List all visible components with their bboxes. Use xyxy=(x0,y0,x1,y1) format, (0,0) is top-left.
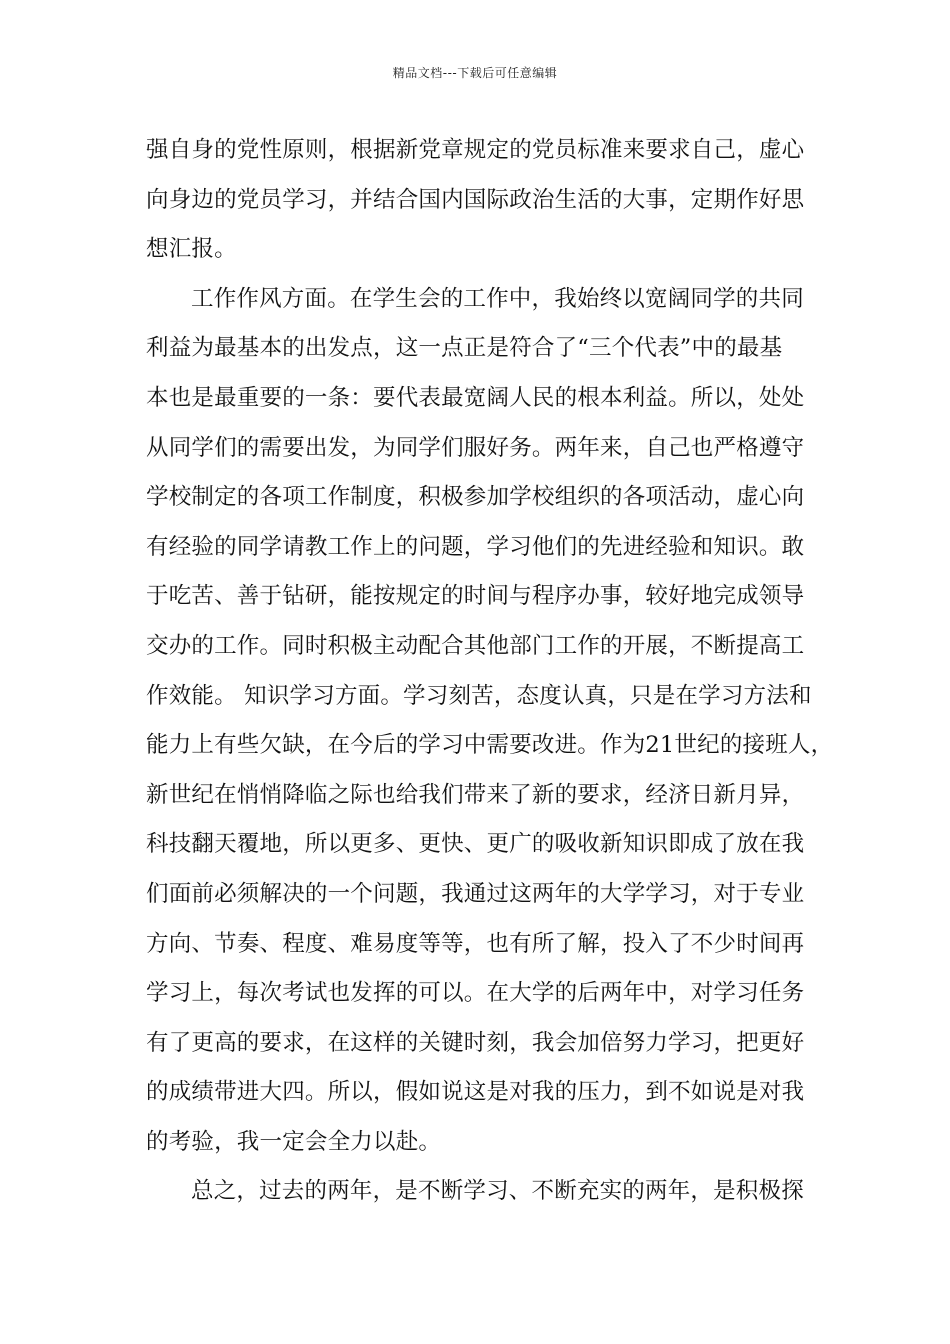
paragraph-start-line: 总之，过去的两年，是不断学习、不断充实的两年，是积极探 xyxy=(191,1178,804,1205)
text-line: 想汇报。 xyxy=(146,236,237,263)
text-line: 利益为最基本的出发点，这一点正是符合了“三个代表”中的最基 xyxy=(146,335,783,362)
page-header: 精品文档---下载后可任意编辑 xyxy=(392,66,558,80)
text-line: 们面前必须解决的一个问题，我通过这两年的大学学习，对于专业 xyxy=(146,880,805,907)
text-line: 科技翻天覆地，所以更多、更快、更广的吸收新知识即成了放在我 xyxy=(146,831,805,858)
document-body xyxy=(146,126,834,1217)
paragraph-start-line: 工作作风方面。在学生会的工作中，我始终以宽阔同学的共同 xyxy=(191,285,804,312)
text-line: 于吃苦、善于钻研，能按规定的时间与程序办事，较好地完成领导 xyxy=(146,583,805,610)
text-line: 有了更高的要求，在这样的关键时刻，我会加倍努力学习，把更好 xyxy=(146,1029,805,1056)
text-line: 强自身的党性原则，根据新党章规定的党员标准来要求自己，虚心 xyxy=(146,137,805,163)
text-line: 向身边的党员学习，并结合国内国际政治生活的大事，定期作好思 xyxy=(146,186,805,213)
text-line: 从同学们的需要出发，为同学们服好务。两年来，自己也严格遵守 xyxy=(146,434,805,461)
text-line: 本也是最重要的一条：要代表最宽阔人民的根本利益。所以，处处 xyxy=(146,384,805,411)
text-line: 作效能。 知识学习方面。学习刻苦，态度认真，只是在学习方法和 xyxy=(146,682,812,709)
text-line: 方向、节奏、程度、难易度等等，也有所了解，投入了不少时间再 xyxy=(146,930,805,957)
text-line: 新世纪在悄悄降临之际也给我们带来了新的要求，经济日新月异， xyxy=(146,781,805,808)
text-line: 学习上，每次考试也发挥的可以。在大学的后两年中，对学习任务 xyxy=(146,980,805,1007)
text-line: 的成绩带进大四。所以，假如说这是对我的压力，到不如说是对我 xyxy=(146,1079,805,1106)
text-line: 学校制定的各项工作制度，积极参加学校组织的各项活动，虚心向 xyxy=(146,484,805,511)
text-line: 有经验的同学请教工作上的问题，学习他们的先进经验和知识。敢 xyxy=(146,533,805,560)
text-line: 交办的工作。同时积极主动配合其他部门工作的开展，不断提高工 xyxy=(146,632,805,659)
text-line: 的考验，我一定会全力以赴。 xyxy=(146,1128,442,1155)
text-line: 能力上有些欠缺，在今后的学习中需要改进。作为21世纪的接班人， xyxy=(146,732,834,759)
